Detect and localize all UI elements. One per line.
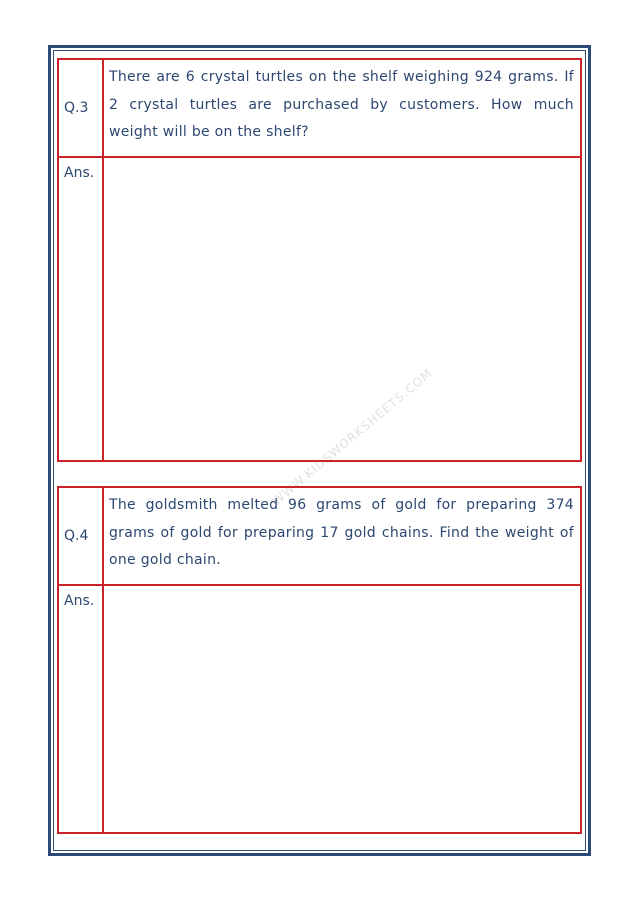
question-text: The goldsmith melted 96 grams of gold for preparing 374 grams of gold for preparing 17 gold chains. Find the weight of one gold chain. bbox=[109, 497, 574, 568]
answer-label: Ans. bbox=[59, 158, 104, 460]
answer-label: Ans. bbox=[59, 586, 104, 832]
answer-row bbox=[59, 158, 580, 460]
question-block-q3 bbox=[57, 58, 582, 462]
question-row bbox=[59, 60, 580, 158]
watermark: WWW.KIDSWORKSHEETS.COM bbox=[269, 365, 436, 509]
answer-area[interactable] bbox=[104, 158, 580, 460]
question-text: There are 6 crystal turtles on the shelf weighing 924 grams. If 2 crystal turtles are purchased by customers. How much weight will be on the shelf? bbox=[109, 69, 574, 140]
question-number: Q.4 bbox=[59, 488, 104, 584]
question-number: Q.3 bbox=[59, 60, 104, 156]
question-row bbox=[59, 488, 580, 586]
answer-row bbox=[59, 586, 580, 832]
question-block-q4 bbox=[57, 486, 582, 834]
answer-area[interactable] bbox=[104, 586, 580, 832]
